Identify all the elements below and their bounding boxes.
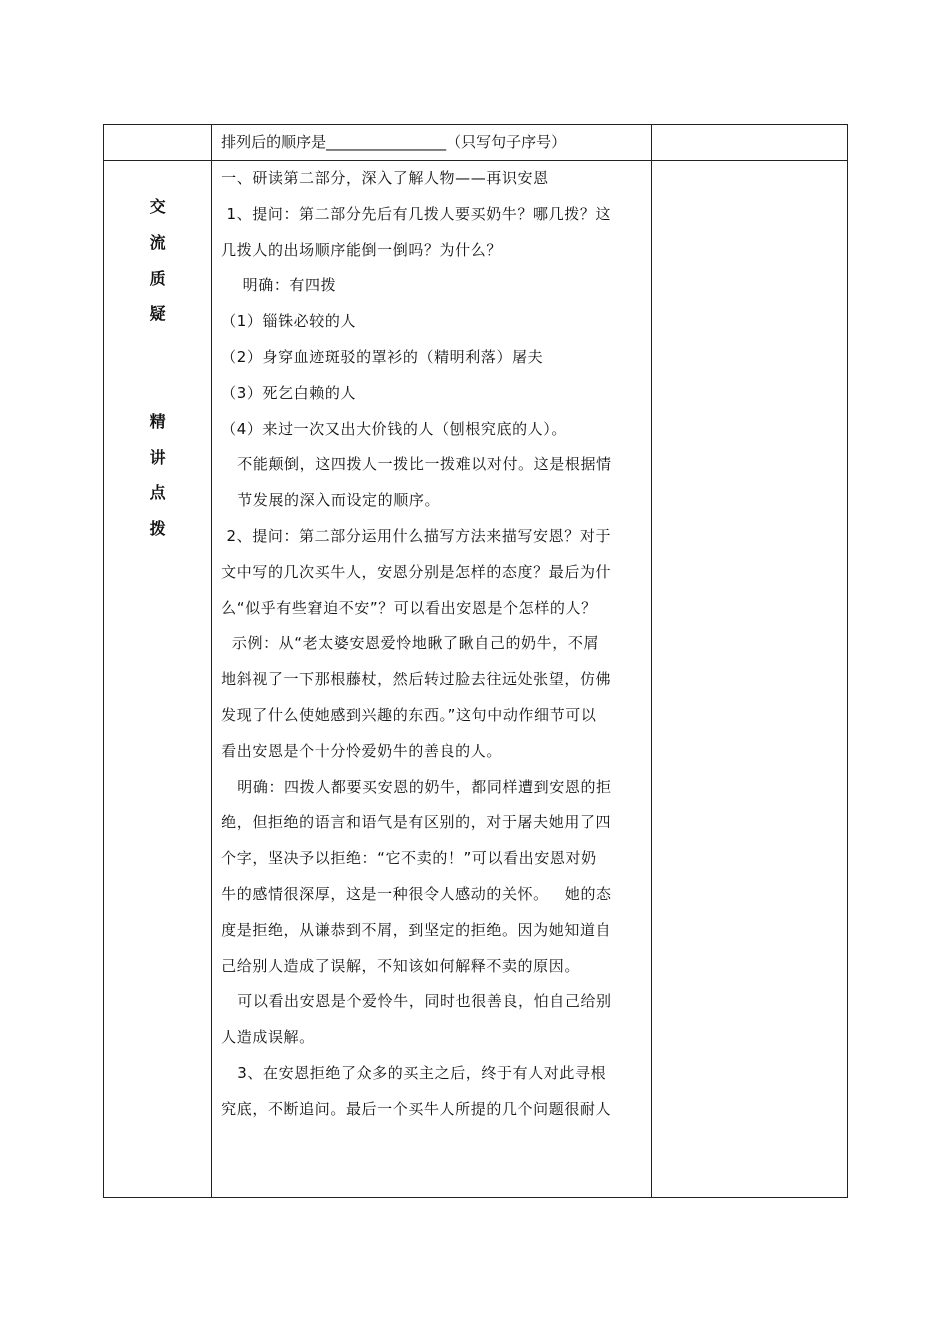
content-line: 人造成误解。: [221, 1028, 315, 1047]
content-line: 一、研读第二部分，深入了解人物——再识安恩: [221, 169, 549, 187]
content-line: 文中写的几次买牛人，安恩分别是怎样的态度？最后为什: [221, 562, 612, 581]
content-line: 绝，但拒绝的语言和语气是有区别的，对于屠夫她用了四: [221, 813, 612, 832]
content-line: 度是拒绝，从谦恭到不屑，到坚定的拒绝。因为她知道自: [221, 920, 612, 939]
row1-right-cell: [651, 125, 847, 161]
content-line: 节发展的深入而设定的顺序。: [221, 491, 441, 510]
section-label-char: 点: [149, 483, 166, 503]
lesson-content: [212, 161, 651, 1128]
lesson-content-cell: [212, 161, 652, 1198]
content-line: 不能颠倒，这四拨人一拨比一拨难以对付。这是根据情: [221, 455, 612, 474]
content-line: 2、提问：第二部分运用什么描写方法来描写安恩？对于: [221, 526, 612, 545]
table-row: [104, 161, 848, 1198]
section-label-char: 流: [149, 232, 166, 252]
content-line: 看出安恩是个十分怜爱奶牛的善良的人。: [221, 741, 502, 760]
content-line: 个字，坚决予以拒绝：“它不卖的！”可以看出安恩对奶: [221, 849, 597, 868]
section-label-char: 讲: [149, 447, 166, 467]
notes-cell: [651, 161, 847, 1198]
table-row: [104, 125, 848, 161]
content-line: （2）身穿血迹斑驳的罩衫的（精明利落）屠夫: [221, 347, 544, 366]
section-label-char: 拨: [149, 519, 166, 539]
label-spacer: [104, 332, 211, 404]
section-label-cell: [104, 161, 212, 1198]
content-line: 示例：从“老太婆安恩爱怜地瞅了瞅自己的奶牛，不屑: [221, 634, 600, 653]
content-line: 可以看出安恩是个爱怜牛，同时也很善良，怕自己给别: [221, 992, 612, 1011]
content-line: （3）死乞白赖的人: [221, 383, 357, 402]
section-label-char: 精: [149, 411, 166, 431]
content-line: 发现了什么使她感到兴趣的东西。”这句中动作细节可以: [221, 705, 597, 724]
section-label-char: 交: [149, 197, 166, 216]
order-prompt-text: 排列后的顺序是________________（只写句子序号）: [221, 133, 567, 151]
row1-content-cell: [212, 125, 652, 161]
section-label-char: 疑: [149, 304, 166, 324]
content-line: 3、在安恩拒绝了众多的买主之后，终于有人对此寻根: [221, 1063, 607, 1082]
content-line: 牛的感情很深厚，这是一种很令人感动的关怀。 她的态: [221, 884, 612, 903]
content-line: 1、提问：第二部分先后有几拨人要买奶牛？哪几拨？这: [221, 204, 612, 223]
content-line: 究底，不断追问。最后一个买牛人所提的几个问题很耐人: [221, 1099, 612, 1118]
lesson-table: [103, 124, 848, 1198]
content-line: 明确：四拨人都要买安恩的奶牛，都同样遭到安恩的拒: [221, 777, 612, 796]
section-labels: [104, 161, 211, 547]
content-line: 几拨人的出场顺序能倒一倒吗？为什么？: [221, 240, 502, 259]
section-label-char: 质: [149, 268, 166, 288]
content-line: （4）来过一次又出大价钱的人（刨根究底的人）。: [221, 419, 567, 438]
content-line: 明确：有四拨: [221, 276, 337, 295]
content-line: 么“似乎有些窘迫不安”？可以看出安恩是个怎样的人？: [221, 598, 597, 617]
content-line: 己给别人造成了误解，不知该如何解释不卖的原因。: [221, 956, 580, 975]
content-line: 地斜视了一下那根藤杖，然后转过脸去往远处张望，仿佛: [221, 670, 612, 689]
row1-left-cell: [104, 125, 212, 161]
content-line: （1）锱铢必较的人: [221, 312, 357, 331]
